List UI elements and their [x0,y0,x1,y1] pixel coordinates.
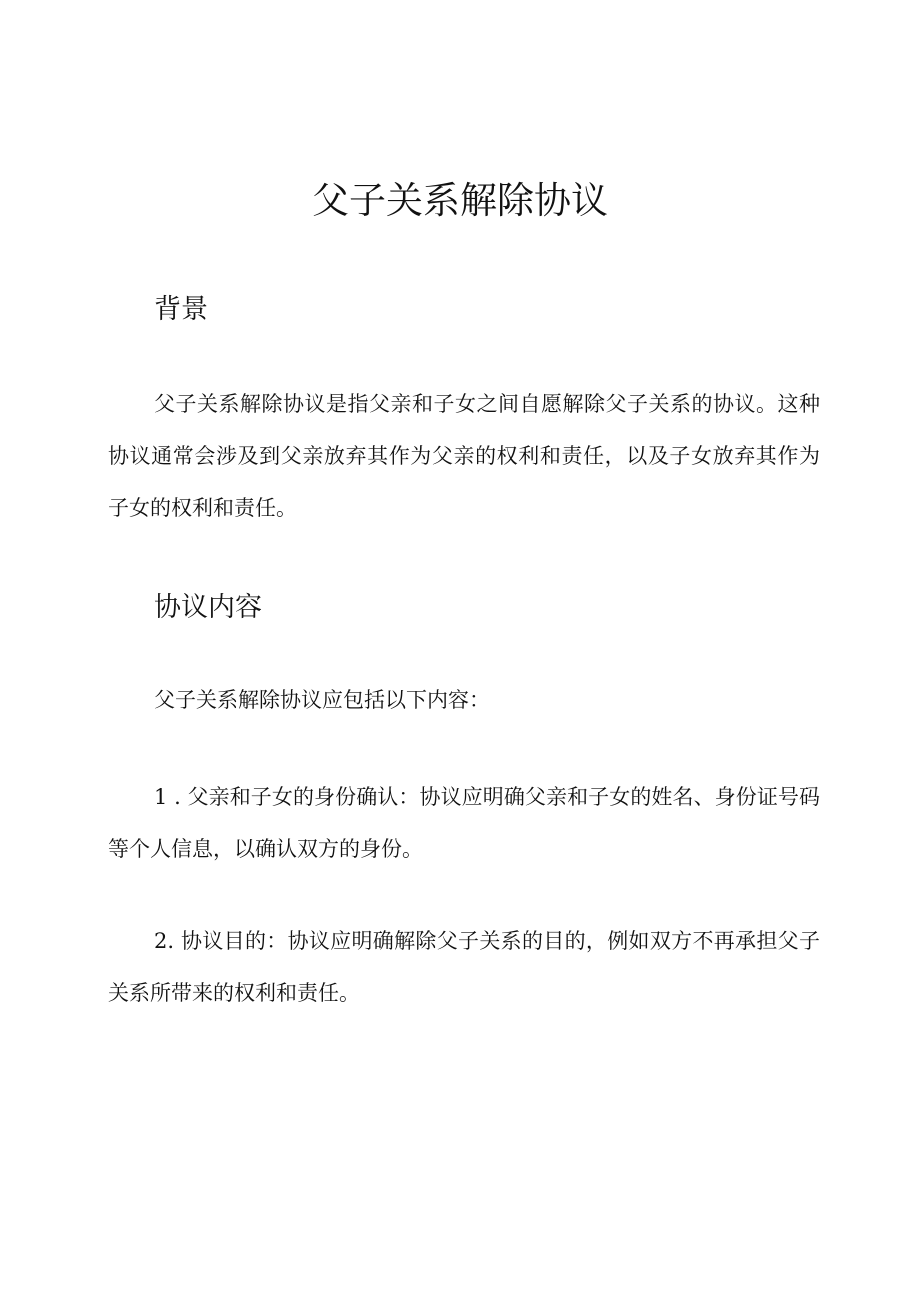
background-paragraph: 父子关系解除协议是指父亲和子女之间自愿解除父子关系的协议。这种协议通常会涉及到父亲放弃其作为父亲的权利和责任，以及子女放弃其作为子女的权利和责任。 [108,392,820,520]
agreement-item-identity: 1 . 父亲和子女的身份确认：协议应明确父亲和子女的姓名、身份证号码等个人信息，以确认双方的身份。 [108,785,820,861]
section-heading-agreement-content: 协议内容 [154,592,262,623]
document-title: 父子关系解除协议 [312,179,608,222]
agreement-content-intro: 父子关系解除协议应包括以下内容： [154,688,490,712]
agreement-item-purpose: 2. 协议目的：协议应明确解除父子关系的目的，例如双方不再承担父子关系所带来的权利和责任。 [108,929,820,1005]
section-heading-background: 背景 [154,294,208,325]
